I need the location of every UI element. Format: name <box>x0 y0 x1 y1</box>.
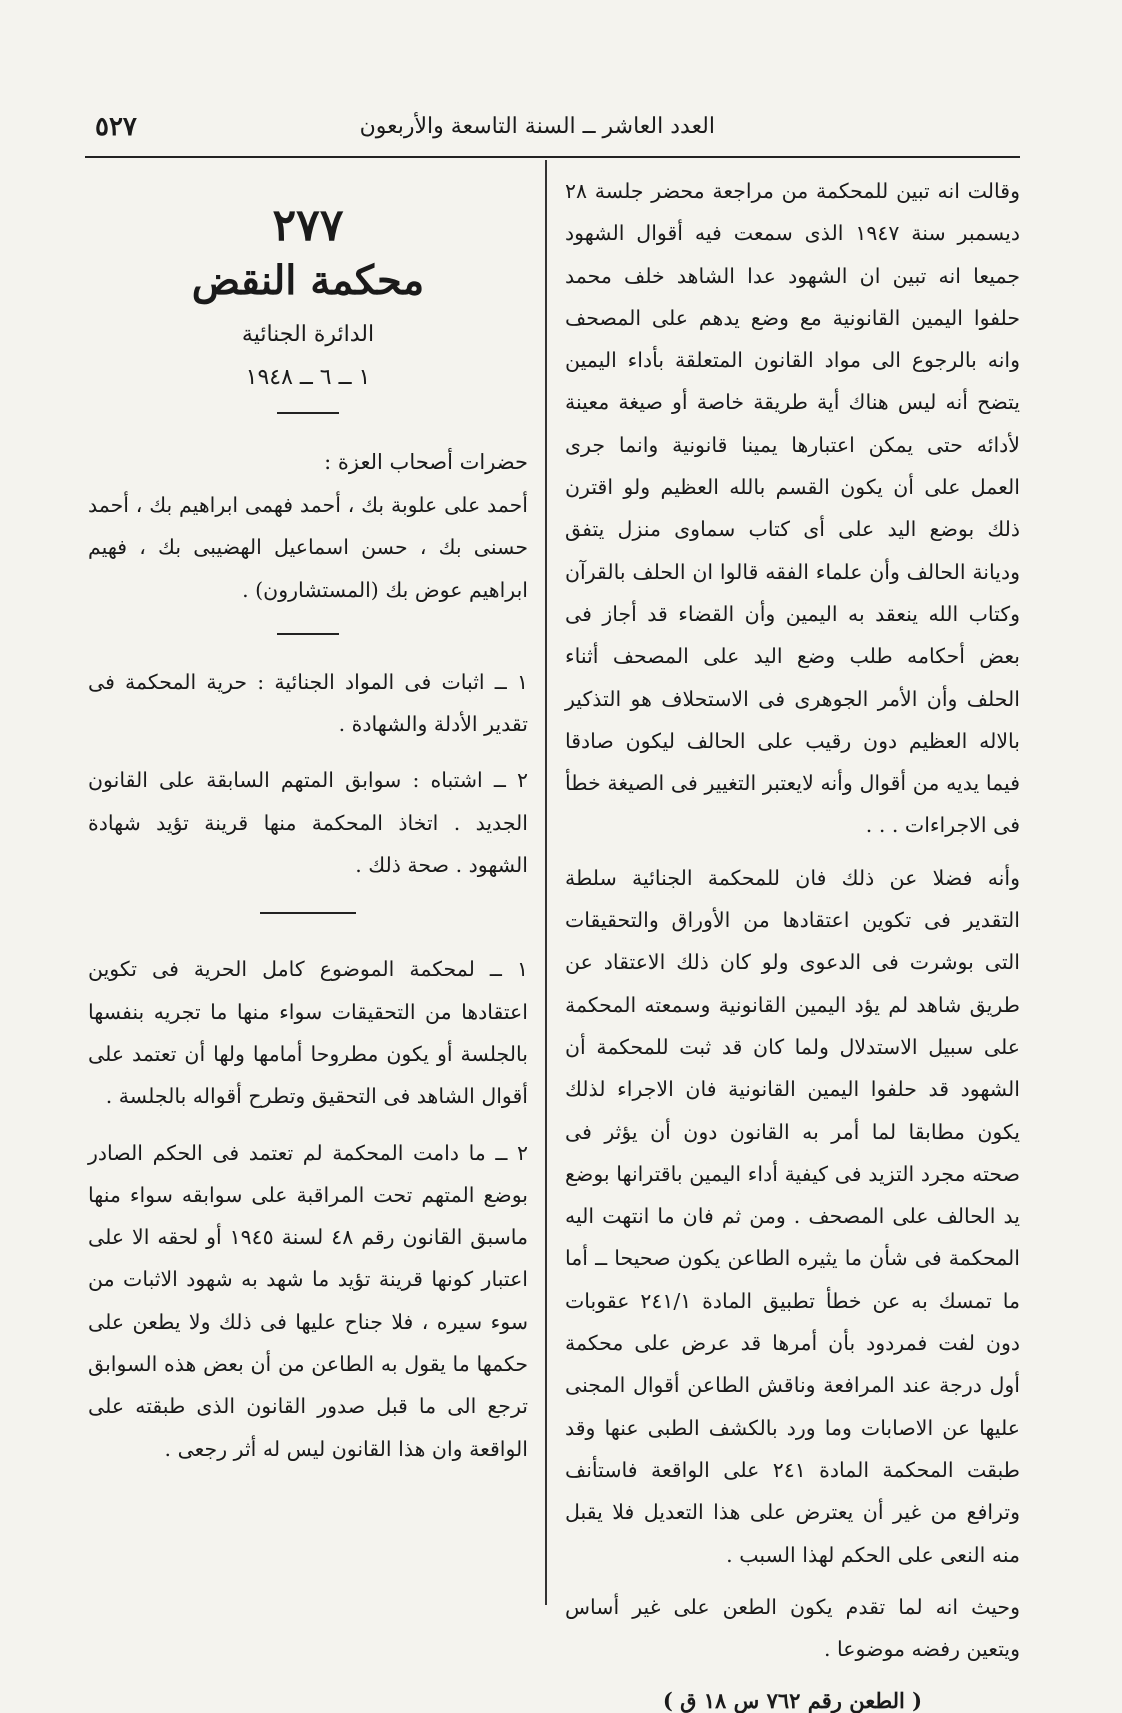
page-number: ٥٢٧ <box>95 112 137 142</box>
judges-list: أحمد على علوبة بك ، أحمد فهمى ابراهيم بك ، أحمد حسنى بك ، حسن اسماعيل الهضيبى بك ، فهيم ابراهيم عوض بك (المستشارون) . <box>88 493 528 602</box>
body-paragraph: وأنه فضلا عن ذلك فان للمحكمة الجنائية سلطة التقدير فى تكوين اعتقادها من الأوراق والتحقيقات التى بوشرت فى الدعوى ولو كان ذلك الاعتقاد عن طريق شاهد لم يؤد اليمين القانونية وسمعته المحكمة على سبيل الاستدلال ولما كان قد ثبت للمحكمة أن الشهود قد حلفوا اليمين القانونية فان الاجراء لذلك يكون مطابقا لما أمر به القانون دون أن يؤثر فى صحته مجرد التزيد فى كيفية أداء اليمين باقترانها بوضع يد الحالف على المصحف . ومن ثم فان ما انتهت اليه المحكمة فى شأن ما يثيره الطاعن يكون صحيحا ــ أما ما تمسك به عن خطأ تطبيق المادة ٢٤١/١ عقوبات دون لفت فمردود بأن أمرها قد عرض على محكمة أول درجة عند المرافعة وناقش الطاعن أقوال المجنى عليها عن الاصابات وما ورد بالكشف الطبى عنها وقد طبقت المحكمة المادة ٢٤١ على الواقعة فاستأنف وترافع من غير أن يعترض على هذا التعديل فلا يقبل منه النعى على الحكم لهذا السبب . <box>565 865 1020 1567</box>
page-header <box>85 102 1015 162</box>
section-rule <box>277 633 339 635</box>
section-rule <box>260 912 356 914</box>
case-citation: ( الطعن رقم ٧٦٢ س ١٨ ق ) <box>662 1688 923 1713</box>
headnote: ١ ــ اثبات فى المواد الجنائية : حرية المحكمة فى تقدير الأدلة والشهادة . <box>88 669 528 737</box>
decision-date: ١ ــ ٦ ــ ١٩٤٨ <box>245 365 371 390</box>
case-number: ٢٧٧ <box>272 200 344 251</box>
column-divider <box>545 160 547 1605</box>
court-name: محكمة النقض <box>191 257 425 304</box>
circuit-name: الدائرة الجنائية <box>241 322 375 347</box>
running-title: العدد العاشر ــ السنة التاسعة والأربعون <box>359 114 715 139</box>
section-rule <box>277 412 339 414</box>
header-rule <box>85 156 1020 158</box>
principle: ١ ــ لمحكمة الموضوع كامل الحرية فى تكوين اعتقادها من التحقيقات سواء منها ما تجريه بنفسها بالجلسة أو يكون مطروحا أمامها ولها أن تعتمد على أقوال الشاهد فى التحقيق وتطرح أقواله بالجلسة . <box>88 957 528 1109</box>
body-paragraph: وقالت انه تبين للمحكمة من مراجعة محضر جلسة ٢٨ ديسمبر سنة ١٩٤٧ الذى سمعت فيه أقوال الشهود جميعا انه تبين ان الشهود عدا الشاهد خلف محمد حلفوا اليمين القانونية مع وضع يدهم على المصحف وانه بالرجوع الى مواد القانون المتعلقة بأداء اليمين يتضح أنه ليس هناك أية طريقة خاصة أو صيغة معينة لأدائه حتى يمكن اعتبارها يمينا قانونية وانما جرى العمل على أن يكون القسم بالله العظيم ولو اقترن ذلك بوضع اليد على أى كتاب سماوى منزل يتفق وديانة الحالف وأن علماء الفقه قالوا ان الحلف بالقرآن وكتاب الله ينعقد به اليمين وأن القضاء قد أجاز فى بعض أحكامه طلب وضع اليد على المصحف أثناء الحلف وأن الأمر الجوهرى فى الاستحلاف هو التذكير بالاله العظيم دون رقيب على الحالف ليكون صادقا فيما يديه من أقوال وأنه لايعتبر التغيير فى الصيغة خطأ فى الاجراءات . . . <box>565 179 1020 838</box>
headnote: ٢ ــ اشتباه : سوابق المتهم السابقة على القانون الجديد . اتخاذ المحكمة منها قرينة تؤيد شهادة الشهود . صحة ذلك . <box>88 768 528 878</box>
judges-intro: حضرات أصحاب العزة : <box>324 450 528 474</box>
body-paragraph: وحيث انه لما تقدم يكون الطعن على غير أساس ويتعين رفضه موضوعا . <box>565 1594 1020 1662</box>
principle: ٢ ــ ما دامت المحكمة لم تعتمد فى الحكم الصادر بوضع المتهم تحت المراقبة على سوابقه سواء منها ماسبق القانون رقم ٤٨ لسنة ١٩٤٥ أو لحقه الا على اعتبار كونها قرينة تؤيد ما شهد به شهود الاثبات من سوء سيره ، فلا جناح عليها فى ذلك ولا يطعن على حكمها ما يقول به الطاعن من أن بعض هذه السوابق ترجع الى ما قبل صدور القانون الذى طبقته على الواقعة وان هذا القانون ليس له أثر رجعى . <box>88 1140 528 1461</box>
left-column <box>88 170 528 1470</box>
right-column <box>565 170 1020 1713</box>
